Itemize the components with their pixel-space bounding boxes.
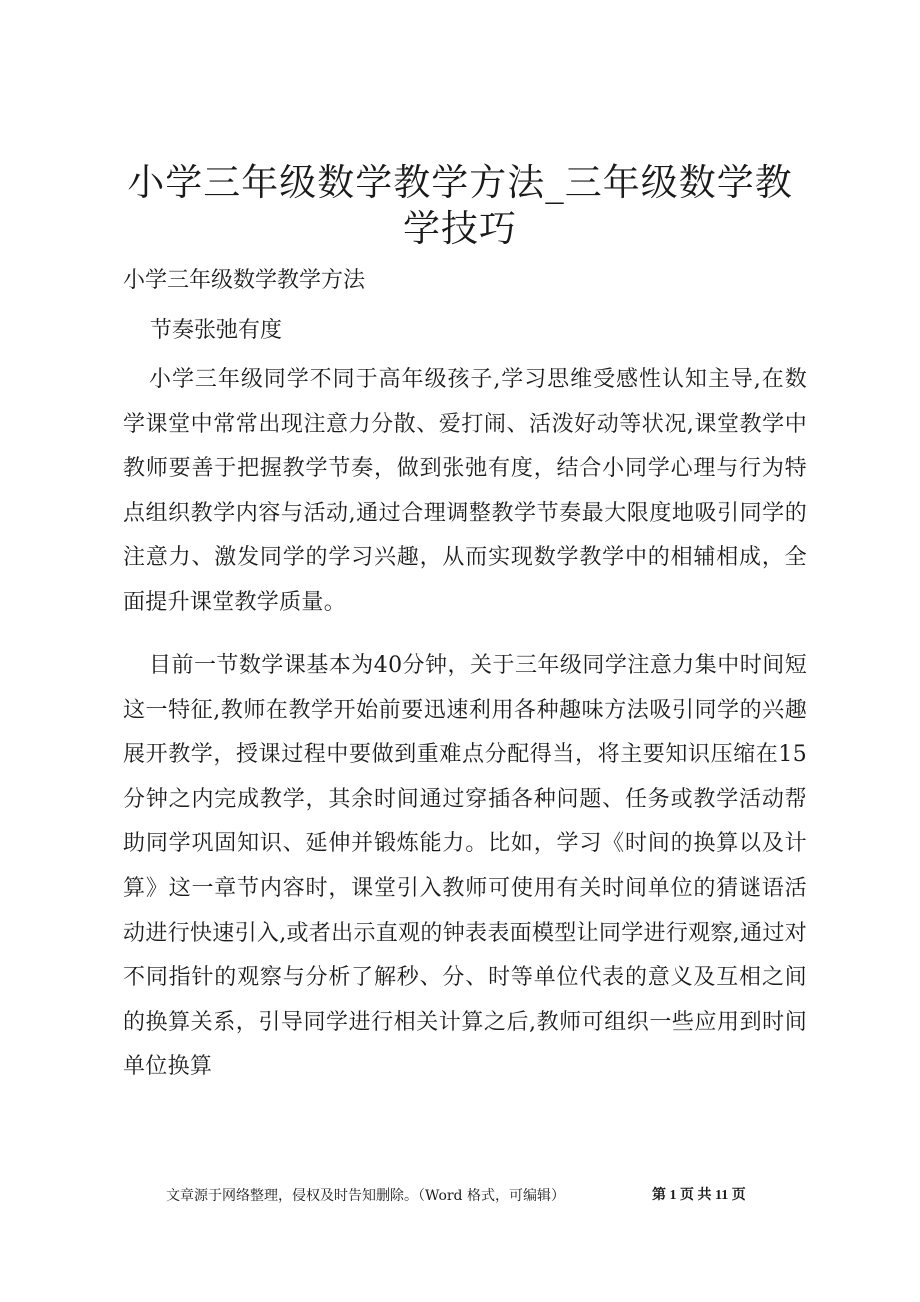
document-title: 小学三年级数学教学方法_三年级数学教学技巧: [127, 161, 793, 250]
document-subtitle: 小学三年级数学教学方法: [123, 268, 366, 293]
body-paragraph: 小学三年级同学不同于高年级孩子,学习思维受感性认知主导,在数学课堂中常常出现注意力分散、爱打闹、活泼好动等状况,课堂教学中教师要善于把握教学节奏，做到张弛有度，结合小同学心理与行为特点组织教学内容与活动,通过合理调整教学节奏最大限度地吸引同学的注意力、激发同学的学习兴趣，从而实现数学教学中的相辅相成，全面提升课堂教学质量。: [123, 367, 807, 615]
footer-note: 文章源于网络整理，侵权及时告知删除。（Word 格式，可编辑）: [166, 1188, 565, 1204]
body-paragraph: 目前一节数学课基本为40分钟，关于三年级同学注意力集中时间短这一特征,教师在教学开始前要迅速利用各种趣味方法吸引同学的兴趣展开教学，授课过程中要做到重难点分配得当，将主要知识压缩在15分钟之内完成教学，其余时间通过穿插各种问题、任务或教学活动帮助同学巩固知识、延伸并锻炼能力。比如，学习《时间的换算以及计算》这一章节内容时，课堂引入教师可使用有关时间单位的猜谜语活动进行快速引入,或者出示直观的钟表表面模型让同学进行观察,通过对不同指针的观察与分析了解秒、分、时等单位代表的意义及互相之间的换算关系，引导同学进行相关计算之后,教师可组织一些应用到时间单位换算: [123, 653, 807, 1080]
page-number: 第 1 页 共 11 页: [652, 1188, 746, 1203]
section-heading: 节奏张弛有度: [150, 318, 283, 343]
